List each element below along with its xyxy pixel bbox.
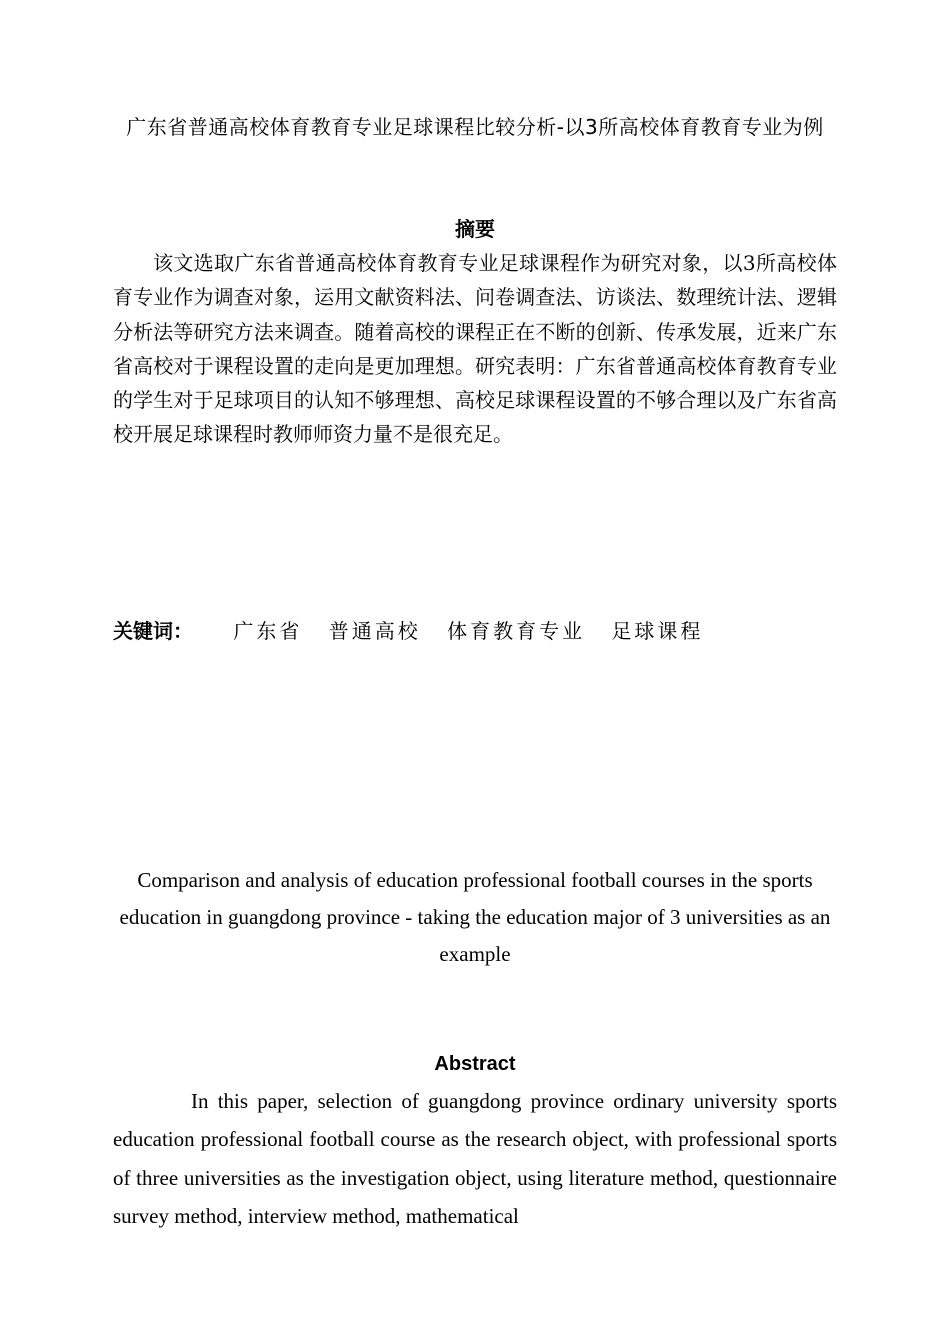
- keywords-line: [113, 616, 723, 646]
- keyword-item: 体育教育专业: [447, 619, 586, 643]
- chinese-title: 广东省普通高校体育教育专业足球课程比较分析-以3所高校体育教育专业为例: [126, 115, 824, 139]
- chinese-abstract-heading: 摘要: [455, 217, 495, 241]
- chinese-abstract-body: 该文选取广东省普通高校体育教育专业足球课程作为研究对象，以3所高校体育专业作为调查对象，运用文献资料法、问卷调查法、访谈法、数理统计法、逻辑分析法等研究方法来调查。随着高校的课程正在不断的创新、传承发展，近来广东省高校对于课程设置的走向是更加理想。研究表明：广东省普通高校体育教育专业的学生对于足球项目的认知不够理想、高校足球课程设置的不够合理以及广东省高校开展足球课程时教师师资力量不是很充足。: [113, 251, 837, 447]
- english-title: Comparison and analysis of education professional football courses in the sports education in guangdong province - taking the education major of 3 universities as an example: [119, 868, 831, 966]
- keyword-item: 足球课程: [611, 619, 704, 643]
- keyword-item: 广东省: [233, 619, 303, 643]
- english-abstract-body: In this paper, selection of guangdong province ordinary university sports education professional football course as the research object, with professional sports of three universities as the investigation object, using literature method, questionnaire survey method, interview method, mathematical: [113, 1089, 837, 1228]
- english-abstract-heading: Abstract: [434, 1053, 516, 1075]
- keywords-label: 关键词：: [113, 619, 193, 643]
- keyword-item: 普通高校: [328, 619, 421, 643]
